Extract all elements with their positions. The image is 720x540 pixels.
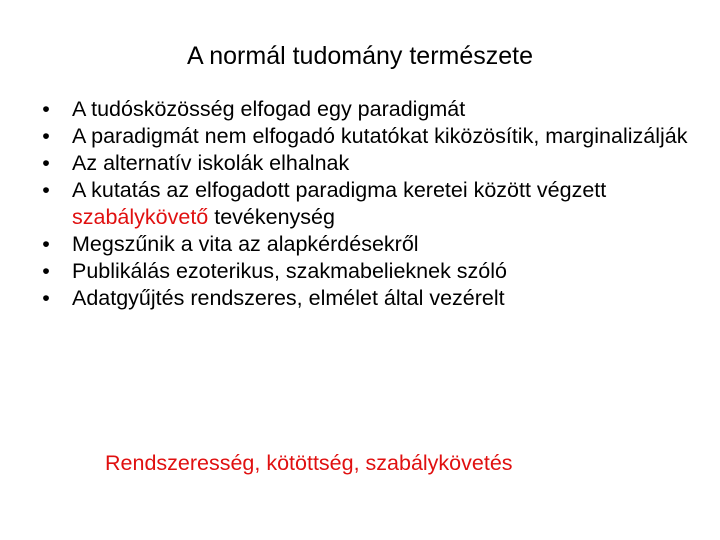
bullet-text: Az alternatív iskolák elhalnak	[72, 151, 350, 175]
bullet-item	[40, 258, 700, 285]
slide-title: A normál tudomány természete	[187, 42, 533, 70]
bullet-item	[40, 285, 700, 312]
bullet-item	[40, 96, 700, 123]
bullet-dot: •	[42, 259, 50, 283]
bullet-text: A paradigmát nem elfogadó kutatókat kiközösítik, marginalizálják	[72, 124, 688, 148]
bullet-dot: •	[42, 178, 50, 202]
bullet-item	[40, 123, 700, 150]
bullet-dot: •	[42, 97, 50, 121]
bullet-text: A tudósközösség elfogad egy paradigmát	[72, 97, 466, 121]
bullet-item	[40, 150, 700, 177]
bullet-dot: •	[42, 124, 50, 148]
highlighted-term: szabálykövető	[72, 205, 209, 229]
bullet-dot: •	[42, 286, 50, 310]
bullet-text: Publikálás ezoterikus, szakmabelieknek szóló	[72, 259, 507, 283]
conclusion-text: Rendszeresség, kötöttség, szabálykövetés	[105, 451, 513, 475]
bullet-text-before: A kutatás az elfogadott paradigma keretei között végzett	[72, 178, 607, 202]
bullet-dot: •	[42, 232, 50, 256]
bullet-item	[40, 177, 700, 231]
bullet-text	[72, 178, 606, 229]
bullet-text: Adatgyűjtés rendszeres, elmélet által vezérelt	[72, 286, 505, 310]
bullet-text-after: tevékenység	[208, 205, 335, 229]
bullet-item	[40, 231, 700, 258]
bullet-text: Megszűnik a vita az alapkérdésekről	[72, 232, 419, 256]
bullet-list	[40, 96, 700, 312]
bullet-dot: •	[42, 151, 50, 175]
